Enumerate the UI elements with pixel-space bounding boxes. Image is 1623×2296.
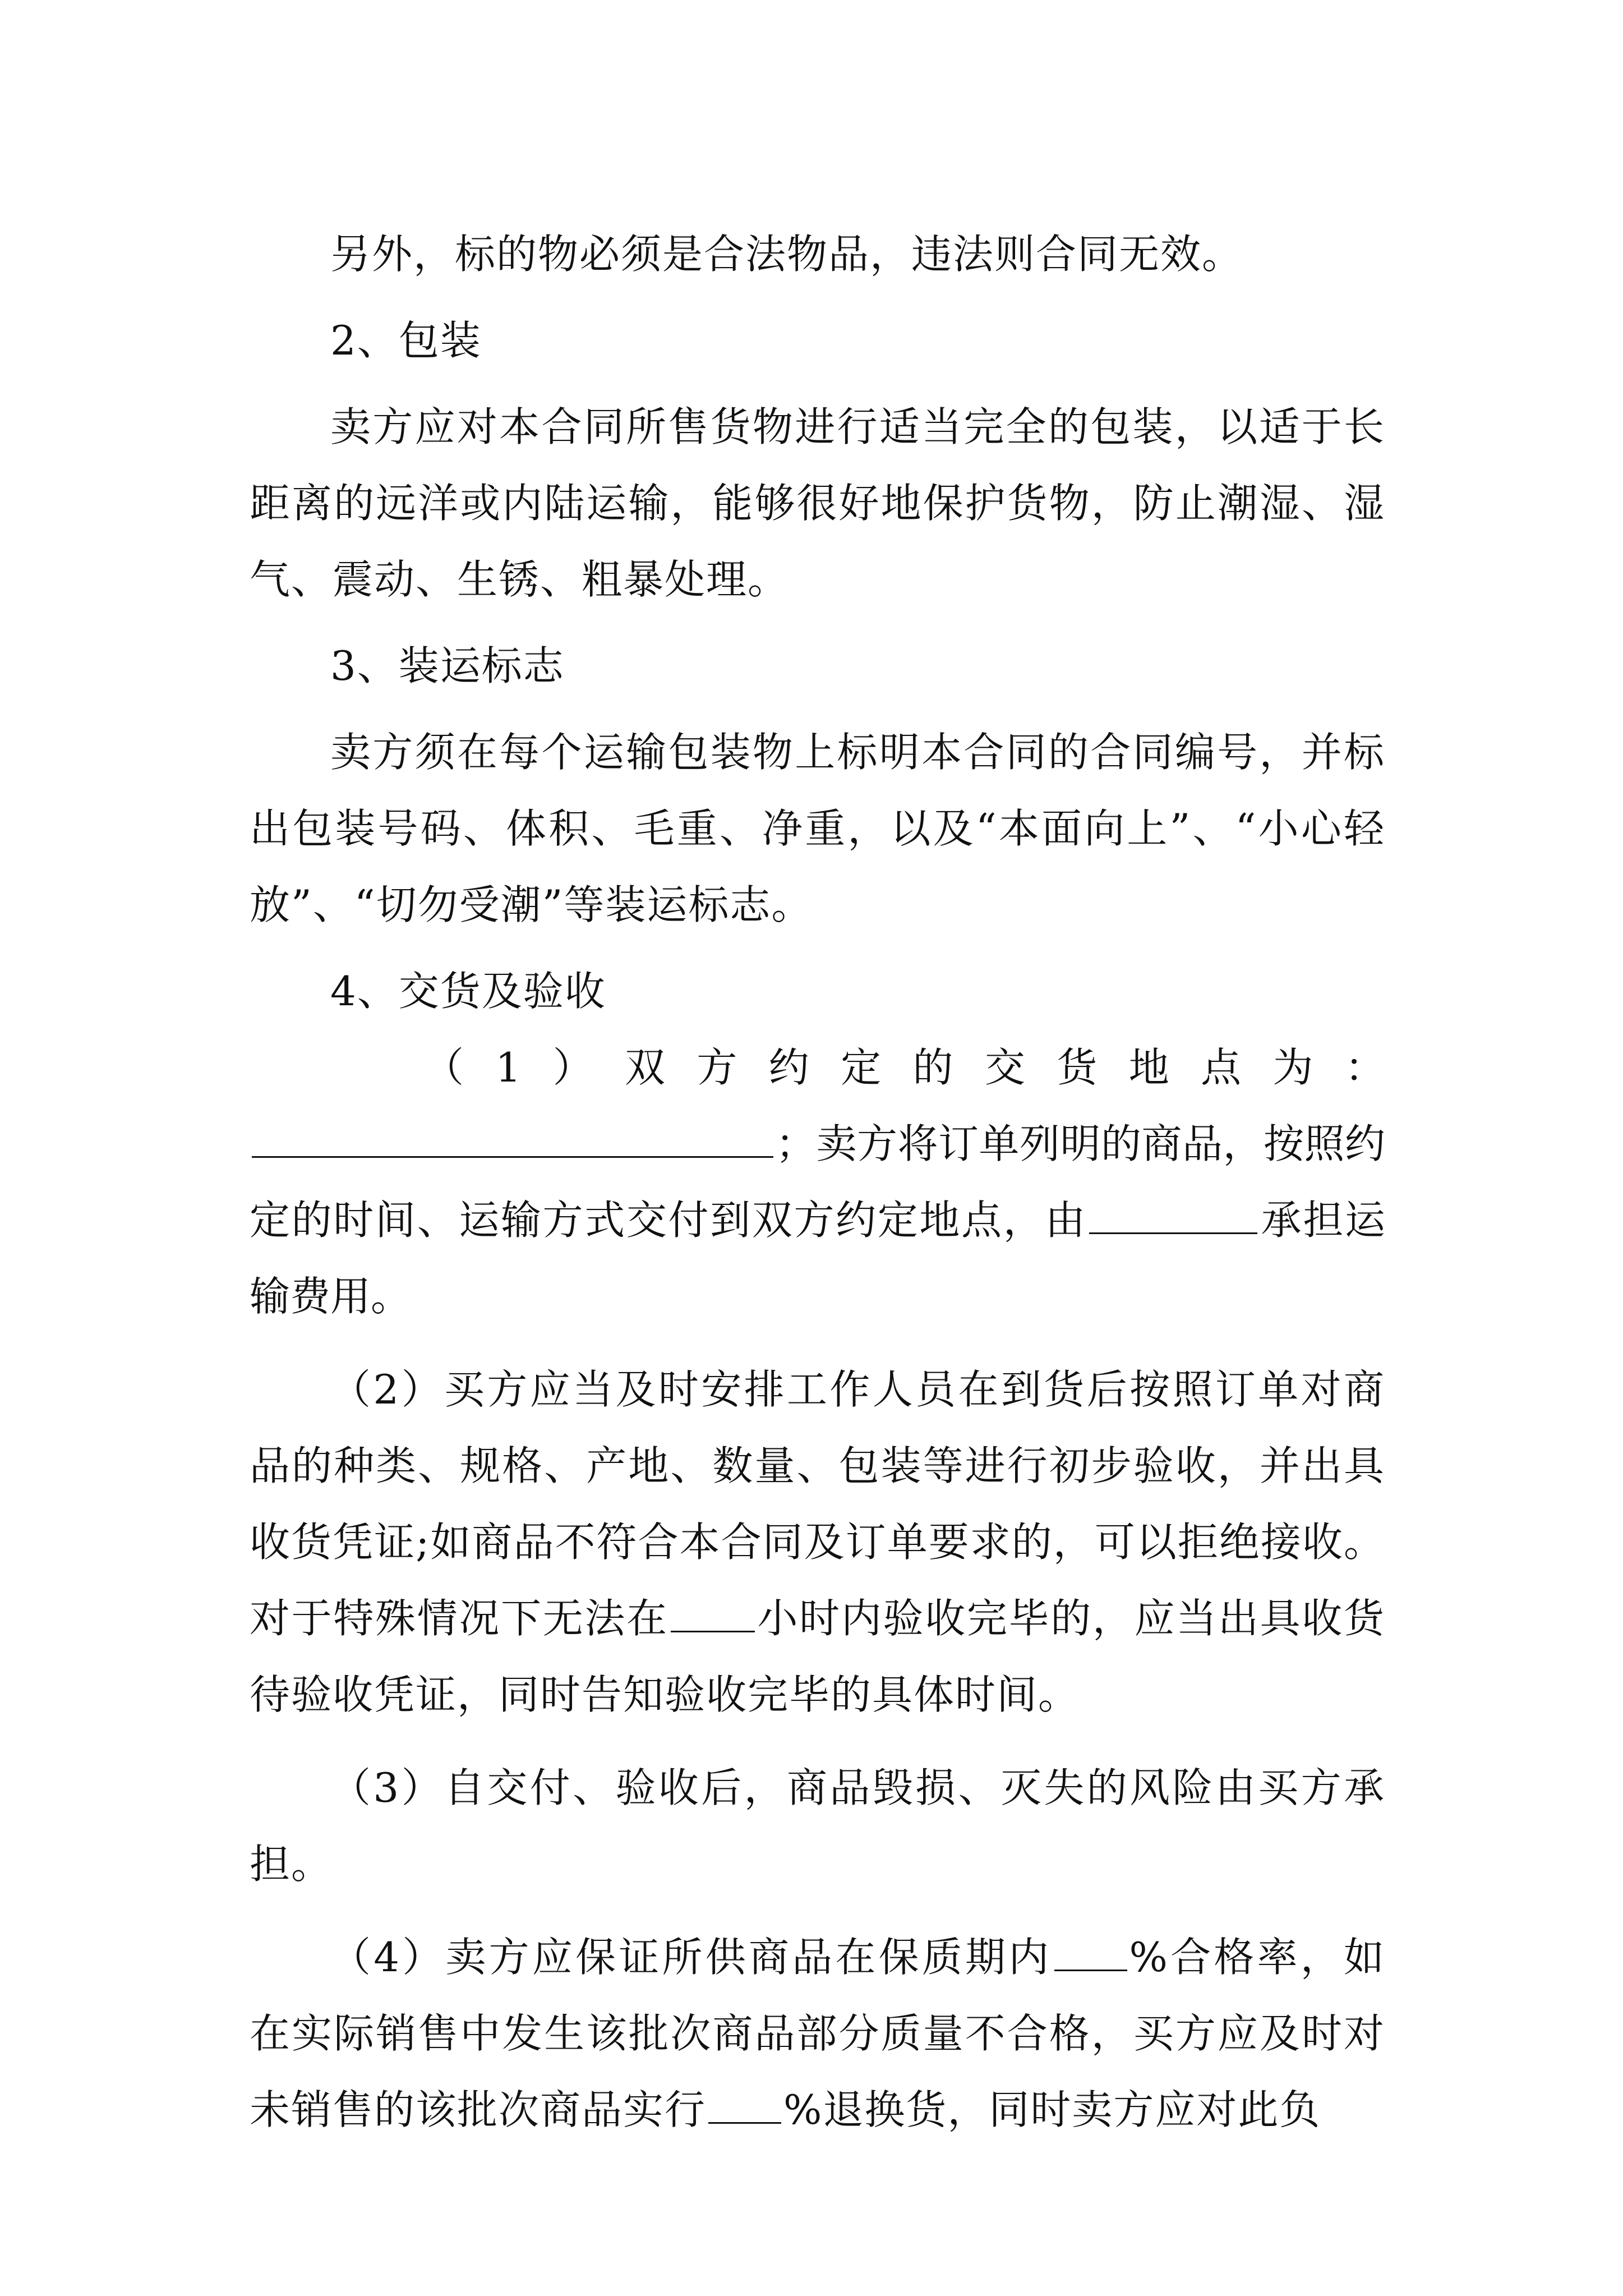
delivery-place-label — [250, 1029, 1385, 1106]
delivery-place-label-char: 约 — [768, 1044, 809, 1091]
delivery-place-label-char: 地 — [1128, 1044, 1169, 1091]
paragraph-delivery-item-2 — [250, 1351, 1385, 1733]
qualified-rate-blank[interactable] — [1054, 1929, 1127, 1971]
delivery-place-blank[interactable] — [252, 1116, 773, 1158]
delivery-item-2-text-b: 小时内验收完毕的，应当出具收货待验收凭证，同时告知验收完毕的具体时间。 — [250, 1595, 1385, 1718]
section-heading-delivery: 4、交货及验收 — [330, 968, 606, 1015]
paragraph-legal-goods: 另外，标的物必须是合法物品，违法则合同无效。 — [330, 231, 1244, 278]
freight-payer-blank[interactable] — [1089, 1192, 1257, 1234]
delivery-item-4-text-a: （4）卖方应保证所供商品在保质期内 — [330, 1934, 1052, 1981]
delivery-item-4-text-b: %合格率，如在实际销售中发生该批次商品部分质量不合格，买方应及时对未销售的该批次商品实行 — [250, 1934, 1385, 2133]
delivery-place-label-char: （ — [423, 1044, 464, 1091]
paragraph-delivery-item-1 — [250, 1106, 1385, 1335]
delivery-place-label-char: 货 — [1057, 1044, 1098, 1091]
return-rate-blank[interactable] — [708, 2082, 781, 2124]
delivery-item-1-text-b: 承担运输费用。 — [250, 1197, 1385, 1320]
paragraph-shipping-marks: 卖方须在每个运输包装物上标明本合同的合同编号，并标出包装号码、体积、毛重、净重，以及“本面向上”、“小心轻放”、“切勿受潮”等装运标志。 — [250, 729, 1385, 928]
delivery-place-label-char: 定 — [841, 1044, 882, 1091]
document-body — [250, 216, 1385, 2148]
section-heading-shipping-marks: 3、装运标志 — [330, 642, 565, 689]
delivery-place-label-char: 为 — [1272, 1044, 1313, 1091]
delivery-item-2-text-a: （2）买方应当及时安排工作人员在到货后按照订单对商品的种类、规格、产地、数量、包装等进行初步验收，并出具收货凭证;如商品不符合本合同及订单要求的，可以拒绝接收。对于特殊情况下无法在 — [250, 1366, 1385, 1642]
delivery-place-label-char: ： — [1344, 1044, 1385, 1091]
paragraph-delivery-item-3: （3）自交付、验收后，商品毁损、灭失的风险由买方承担。 — [250, 1764, 1385, 1888]
inspection-hours-blank[interactable] — [671, 1590, 755, 1632]
delivery-place-label-char: 点 — [1201, 1044, 1242, 1091]
delivery-place-label-char: 方 — [697, 1044, 737, 1091]
delivery-item-4-text-c: %退换货，同时卖方应对此负 — [783, 2086, 1321, 2133]
delivery-item-1-text-a: ；卖方将订单列明的商品，按照约定的时间、运输方式交付到双方约定地点，由 — [250, 1120, 1385, 1244]
delivery-place-label-char: 交 — [984, 1044, 1025, 1091]
delivery-place-label-char: 的 — [912, 1044, 953, 1091]
delivery-place-label-char: 双 — [624, 1044, 665, 1091]
delivery-place-label-char: 1 — [495, 1044, 522, 1091]
section-heading-packaging: 2、包装 — [330, 317, 482, 364]
delivery-place-line — [250, 1029, 1385, 1106]
delivery-place-label-char: ） — [552, 1044, 593, 1091]
paragraph-delivery-item-4 — [250, 1919, 1385, 2148]
paragraph-packaging: 卖方应对本合同所售货物进行适当完全的包装，以适于长距离的远洋或内陆运输，能够很好地保护货物，防止潮湿、湿气、震动、生锈、粗暴处理。 — [250, 403, 1385, 603]
